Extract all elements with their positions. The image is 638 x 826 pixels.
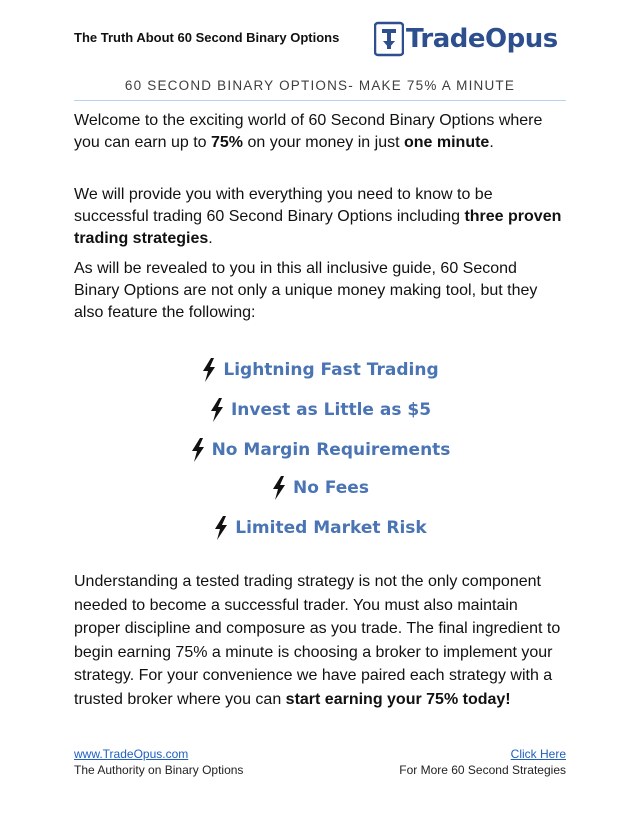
footer-cta-subtext: For More 60 Second Strategies xyxy=(399,763,566,777)
paragraph-text: . xyxy=(208,230,213,247)
paragraph-text: . xyxy=(489,134,494,151)
tradeopus-logo-icon xyxy=(374,21,404,57)
feature-item xyxy=(74,516,566,556)
intro-paragraph xyxy=(74,110,566,154)
feature-item xyxy=(74,398,566,438)
page-header xyxy=(74,18,566,60)
feature-label: No Fees xyxy=(293,478,369,498)
feature-label: No Margin Requirements xyxy=(211,440,451,460)
paragraph-text: Understanding a tested trading strategy is not the only component needed to become a successful trader. You must also maintain proper discipline and composure as you trade. The final ingredient to begin earning 75% a minute is choosing a broker to implement your strategy. For your convenience we have paired each strategy with a trusted broker where you can xyxy=(74,573,561,708)
feature-label: Lightning Fast Trading xyxy=(223,360,439,380)
section-heading: 60 SECOND BINARY OPTIONS- MAKE 75% A MINUTE xyxy=(124,78,516,93)
lightning-bolt-icon xyxy=(190,438,206,462)
emphasis-text: three proven trading strategies xyxy=(74,208,562,247)
site-link[interactable]: www.TradeOpus.com xyxy=(74,747,189,761)
footer-left xyxy=(74,746,243,778)
footer-tagline: The Authority on Binary Options xyxy=(74,763,244,777)
lightning-bolt-icon xyxy=(201,358,217,382)
heading-divider xyxy=(74,100,566,101)
provide-paragraph xyxy=(74,184,566,250)
emphasis-text: one minute xyxy=(403,134,490,151)
paragraph-text: We will provide you with everything you need to know to be successful trading 60 Second Binary Options including xyxy=(74,186,493,225)
emphasis-text: 75% xyxy=(210,134,244,151)
feature-label: Limited Market Risk xyxy=(235,518,427,538)
lightning-bolt-icon xyxy=(213,516,229,540)
paragraph-text: on your money in just xyxy=(243,134,404,151)
feature-item xyxy=(74,476,566,516)
emphasis-text: start earning your 75% today! xyxy=(285,690,511,708)
feature-item xyxy=(74,438,566,478)
logo-wordmark: TradeOpus xyxy=(406,24,558,54)
tradeopus-logo xyxy=(374,20,558,58)
lightning-bolt-icon xyxy=(271,476,287,500)
footer-right xyxy=(399,746,566,778)
strategy-paragraph xyxy=(74,570,566,711)
paragraph-text: As will be revealed to you in this all inclusive guide, 60 Second Binary Options are not only a unique money making tool, but they also feature the following: xyxy=(74,260,538,321)
features-intro-paragraph xyxy=(74,258,566,324)
lightning-bolt-icon xyxy=(209,398,225,422)
feature-label: Invest as Little as $5 xyxy=(230,400,432,420)
paragraph-text: Welcome to the exciting world of 60 Second Binary Options where you can earn up to xyxy=(74,112,543,151)
document-title: The Truth About 60 Second Binary Options xyxy=(74,30,340,45)
feature-item xyxy=(74,358,566,398)
click-here-link[interactable]: Click Here xyxy=(510,747,566,761)
